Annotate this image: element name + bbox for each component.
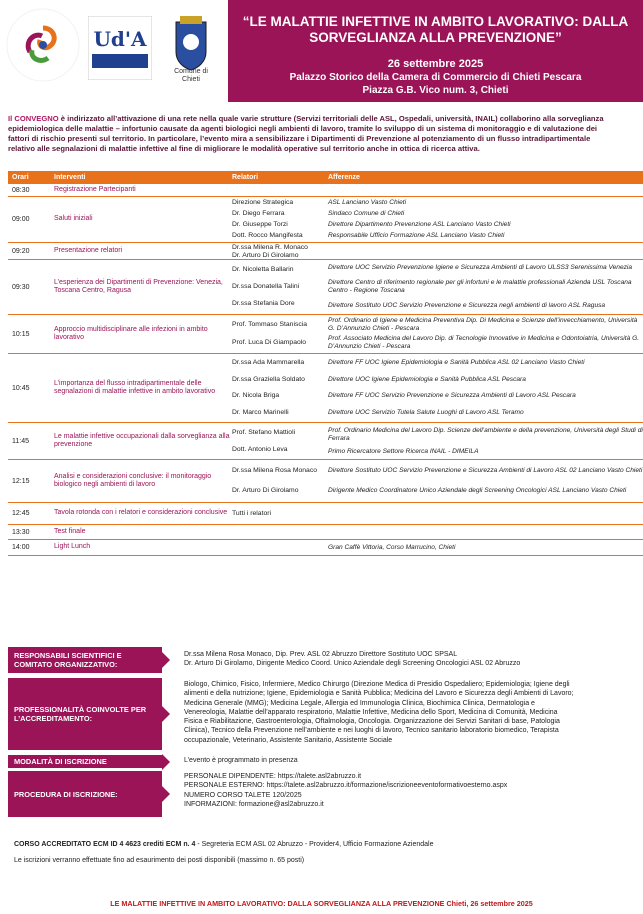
row-speakers [230, 260, 326, 314]
row-speakers [230, 315, 326, 353]
affiliation-text: Direttore FF UOC Igiene Epidemiologia e Sanità Pubblica ASL 02 Lanciano Vasto Chieti [328, 359, 585, 367]
intro-line-1: è indirizzato all’attivazione di una rete nella quale varie strutture (Servizi territoriali delle ASL, Ospedali, università, INAIL) collaborino alla sorveglianza [58, 114, 604, 123]
info-line: Clinica), Tecnico della Prevenzione nell’ambiente e nei luoghi di lavoro, Tecnico sanitario laboratorio biomedico, Terapista [184, 727, 559, 735]
row-time: 13:30 [12, 528, 30, 536]
row-talk: Analisi e considerazioni conclusive: il monitoraggio biologico negli ambienti di lavoro [54, 472, 212, 488]
row-speakers [230, 525, 326, 539]
row-affiliations [326, 354, 643, 422]
header-time: Orari [12, 174, 29, 181]
info-line: Dr. Arturo Di Girolamo, Dirigente Medico Coord. Unico Aziendale degli Screening Oncologici ASL 02 Abruzzo [184, 660, 521, 668]
info-professionalita-label: PROFESSIONALITÀ COINVOLTE PER L’ACCREDITAMENTO: [8, 678, 162, 750]
row-time: 10:45 [12, 384, 30, 392]
program-row [8, 460, 643, 503]
row-time: 09:30 [12, 283, 30, 291]
info-modalita [8, 755, 643, 768]
speaker-name: Direzione Strategica [232, 199, 294, 207]
speaker-name: Tutti i relatori [232, 509, 272, 517]
speaker-name: Dr.ssa Milena R. Monaco [232, 244, 308, 251]
row-affiliations [326, 184, 643, 196]
info-line: NUMERO CORSO TALETE 120/2025 [184, 791, 302, 799]
program-row [8, 503, 643, 525]
row-affiliations [326, 243, 643, 259]
event-address: Piazza G.B. Vico num. 3, Chieti [362, 85, 509, 96]
row-affiliations [326, 503, 643, 524]
row-time: 11:45 [12, 437, 29, 445]
comune-label: Comune di Chieti [174, 68, 208, 83]
info-line: Medicina Generale (MMG); Medicina Legale, Allergia ed Immunologia Clinica, Biochimica Clinica, Dermatologia e [184, 699, 535, 707]
info-line: Fisica e Riabilitazione, Gastroenterologia, Oftalmologia, Oncologia. Organizzazione dei Servizi Sanitari di base, Patologia [184, 718, 560, 726]
row-speakers [230, 243, 326, 259]
speaker-name: Prof. Tommaso Staniscia [232, 321, 308, 328]
affiliation-text: Direttore UOC Servizio Tutela Salute Luoghi di Lavoro ASL Teramo [328, 408, 524, 416]
ecm-rest: - Segreteria ECM ASL 02 Abruzzo - Provider4, Ufficio Formazione Aziendale [195, 841, 434, 848]
uda-logo-text: Ud'A [93, 27, 147, 51]
info-line: occupazionale, Veterinario, Assistente Sanitario, Assistente Sociale [184, 736, 393, 744]
program-row [8, 315, 643, 354]
affiliation-text: Direttore UOC Igiene Epidemiologia e Sanità Pubblica ASL Pescara [328, 375, 526, 383]
program-row [8, 423, 643, 460]
event-title: “LE MALATTIE INFETTIVE IN AMBITO LAVORATIVO: DALLA SORVEGLIANZA ALLA PREVENZIONE” [242, 14, 629, 45]
info-modalita-text [162, 755, 643, 768]
row-time: 12:45 [12, 510, 30, 517]
row-talk: Light Lunch [54, 543, 91, 551]
row-affiliations [326, 260, 643, 314]
info-line: INFORMAZIONI: formazione@asl2abruzzo.it [184, 800, 324, 808]
footer-text: LE MALATTIE INFETTIVE IN AMBITO LAVORATIVO: DALLA SORVEGLIANZA ALLA PREVENZIONE Chieti, 26 settembre 2025 [110, 899, 533, 908]
info-procedura [8, 771, 643, 817]
affiliation-text: Primo Ricercatore Settore Ricerca INAIL - DIMEILA [328, 447, 479, 455]
program-table-header [8, 171, 643, 184]
speaker-name: Dr.ssa Donatella Talini [232, 282, 300, 290]
affiliation-text: Sindaco Comune di Chieti [328, 210, 405, 218]
header-speakers: Relatori [232, 174, 259, 181]
speaker-name: Prof. Luca Di Giampaolo [232, 339, 307, 346]
row-talk: Tavola rotonda con i relatori e considerazioni conclusive [54, 509, 228, 517]
row-talk: L’esperienza dei Dipartimenti di Prevenzione: Venezia, Toscana Centro, Ragusa [54, 278, 223, 294]
speaker-name: Dr.ssa Milena Rosa Monaco [232, 467, 317, 474]
affiliation-text: Prof. Ordinario Medicina del Lavoro Dip. Scienze dell’ambiente e della prevenzione, Università degli Studi di Ferrara [328, 426, 643, 442]
row-affiliations [326, 540, 643, 555]
speaker-name: Dr.ssa Ada Mammarella [232, 359, 305, 367]
row-talk: Test finale [54, 527, 86, 535]
program-row [8, 197, 643, 243]
affiliation-text: Direttore FF UOC Servizio Prevenzione e Sicurezza Ambienti di Lavoro ASL Pescara [328, 392, 576, 400]
affiliation-text: Direttore UOC Servizio Prevenzione Igiene e Sicurezza Ambienti di Lavoro ULSS3 Serenissima Venezia [328, 264, 633, 272]
program-row [8, 525, 643, 540]
asl-logo [4, 6, 82, 84]
affiliation-text: Direttore Sostituto UOC Servizio Prevenzione e Sicurezza Ambienti di Lavoro ASL 02 Lanciano Vasto Chieti [328, 467, 643, 474]
program-row [8, 243, 643, 260]
row-affiliations [326, 197, 643, 242]
info-professionalita [8, 678, 643, 750]
row-talk: Approccio multidisciplinare alle infezioni in ambito lavorativo [54, 325, 208, 341]
speaker-name: Dr. Arturo Di Girolamo [232, 487, 299, 494]
speaker-name: Dr. Arturo Di Girolamo [232, 252, 299, 259]
info-procedura-label: PROCEDURA DI ISCRIZIONE: [8, 771, 162, 817]
logos-area [0, 0, 228, 100]
speaker-name: Dott. Antonio Leva [232, 445, 288, 453]
info-responsabili-text [162, 647, 643, 673]
info-modalita-label: MODALITÀ DI ISCRIZIONE [8, 755, 162, 768]
row-time: 10:15 [12, 330, 30, 338]
row-speakers [230, 197, 326, 242]
row-affiliations [326, 423, 643, 459]
info-line: Dr.ssa Milena Rosa Monaco, Dip. Prev. ASL 02 Abruzzo Direttore Sostituto UOC SPSAL [184, 651, 458, 658]
event-venue: Palazzo Storico della Camera di Commercio di Chieti Pescara [289, 72, 582, 83]
uda-logo [88, 16, 152, 80]
intro-line-3: fattori di rischio presenti sul territorio. In particolare, l’evento mira a sensibilizzare i Dipartimenti di Prevenzione al potenziamento di un flusso intradipartimentale [8, 134, 591, 143]
speaker-name: Dr. Diego Ferrara [232, 210, 285, 218]
info-professionalita-text [162, 678, 643, 750]
row-time: 12:15 [12, 477, 30, 485]
info-line: Biologo, Chimico, Fisico, Infermiere, Medico Chirurgo (Direzione Medica di Presidio Ospedaliero; Epidemiologia; Igiene degli [184, 681, 570, 688]
program-row [8, 354, 643, 423]
row-time: 09:20 [12, 247, 30, 255]
row-time: 08:30 [12, 186, 30, 194]
row-talk: Presentazione relatori [54, 246, 123, 254]
row-talk: L’importanza del flusso intradipartimentale delle segnalazioni di malattie infettive in ambito lavorativo [54, 379, 216, 395]
row-affiliations [326, 315, 643, 353]
row-time: 14:00 [12, 544, 30, 551]
info-procedura-text [162, 771, 643, 817]
intro-paragraph [8, 114, 643, 154]
affiliation-text: Prof. Associato Medicina del Lavoro Dip. di Tecnologie Innovative in Medicina e Odontoiatria, Università G. D’Annunzio Chieti - Pescara [328, 335, 640, 350]
speaker-name: Dr. Marco Marinelli [232, 408, 289, 416]
row-speakers [230, 460, 326, 502]
info-responsabili-label: RESPONSABILI SCIENTIFICI E COMITATO ORGANIZZATIVO: [8, 647, 162, 673]
speaker-name: Prof. Stefano Mattioli [232, 428, 296, 436]
program-row [8, 540, 643, 556]
event-date: 26 settembre 2025 [387, 58, 484, 70]
row-affiliations [326, 460, 643, 502]
row-speakers [230, 423, 326, 459]
program-row [8, 184, 643, 197]
info-line: L’evento è programmato in presenza [184, 757, 298, 764]
row-speakers [230, 540, 326, 555]
row-time: 09:00 [12, 216, 30, 223]
affiliation-text: Dirigente Medico Coordinatore Unico Aziendale degli Screening Oncologici ASL Lanciano Vasto Chieti [328, 487, 627, 494]
affiliation-text: ASL Lanciano Vasto Chieti [328, 199, 407, 207]
intro-line-2: epidemiologica delle malattie – infortunio causate da agenti biologici negli ambienti di lavoro, tramite lo sviluppo di un sistema di monitoraggio e di valutazione dei [8, 124, 598, 133]
info-line: alimenti e della nutrizione; Igiene, Epidemiologia e Sanità Pubblica; Medicina del Lavoro e Sicurezza degli Ambienti di Lavoro; [184, 690, 574, 698]
program-table [8, 171, 643, 556]
affiliation-text: Gran Caffè Vittoria, Corso Marrucino, Chieti [328, 543, 456, 551]
info-responsabili [8, 647, 643, 673]
info-line: Venereologia, Malattie dell’apparato respiratorio, Malattie Infettive, Medicina dello Sport, Medicina di Comunità, Medicina [184, 708, 558, 716]
intro-accent: Il CONVEGNO [8, 114, 59, 123]
speaker-name: Dr.ssa Graziella Soldato [232, 375, 305, 383]
speaker-name: Dott. Rocco Mangifesta [232, 231, 303, 239]
row-speakers [230, 184, 326, 196]
speaker-name: Dr. Nicoletta Ballarin [232, 265, 294, 273]
row-speakers [230, 503, 326, 524]
header-affiliations: Afferenze [328, 174, 360, 181]
speaker-name: Dr.ssa Stefania Dore [232, 300, 295, 308]
speaker-name: Dr. Giuseppe Torzi [232, 220, 288, 228]
affiliation-text: Responsabile Ufficio Formazione ASL Lanciano Vasto Chieti [328, 231, 505, 239]
header-band [228, 0, 643, 102]
info-line: PERSONALE ESTERNO: https://talete.asl2abruzzo.it/formazione/iscrizioneeventoformativoesterno.aspx [184, 782, 508, 790]
program-row [8, 260, 643, 315]
row-talk: Saluti iniziali [54, 215, 93, 223]
ecm-bold: CORSO ACCREDITATO ECM ID 4 4623 crediti ECM n. 4 [14, 841, 196, 848]
affiliation-text: Direttore Centro di riferimento regionale per gli infortuni e le malattie professionali Azienda USL Toscana Centro - Regione Toscana [328, 278, 632, 294]
speaker-name: Dr. Nicola Briga [232, 392, 280, 400]
affiliation-text: Prof. Ordinario di Igiene e Medicina Preventiva Dip. Di Medicina e Scienze dell’invecchiamento, Università G. D’Annunzio Chieti - Pescara [328, 317, 638, 332]
header-talk: Interventi [54, 174, 86, 181]
intro-line-4: relativo alle segnalazioni di malattie infettive al fine di migliorare le modalità operative sul territorio anche in ottica di ricerca attiva. [8, 144, 480, 153]
row-affiliations [326, 525, 643, 539]
ecm-accreditation [14, 841, 434, 848]
row-talk: Registrazione Partecipanti [54, 185, 136, 193]
iscrizioni-note: Le iscrizioni verranno effettuate fino ad esaurimento dei posti disponibili (massimo n. 65 posti) [14, 857, 305, 864]
row-speakers [230, 354, 326, 422]
info-line: PERSONALE DIPENDENTE: https://talete.asl2abruzzo.it [184, 773, 362, 780]
affiliation-text: Direttore Dipartimento Prevenzione ASL Lanciano Vasto Chieti [328, 220, 511, 228]
program-rows [8, 184, 643, 556]
row-talk: Le malattie infettive occupazionali dalla sorveglianza alla prevenzione [54, 432, 230, 448]
affiliation-text: Direttore Sostituto UOC Servizio Prevenzione e Sicurezza negli ambienti di lavoro ASL Ragusa [328, 301, 606, 309]
